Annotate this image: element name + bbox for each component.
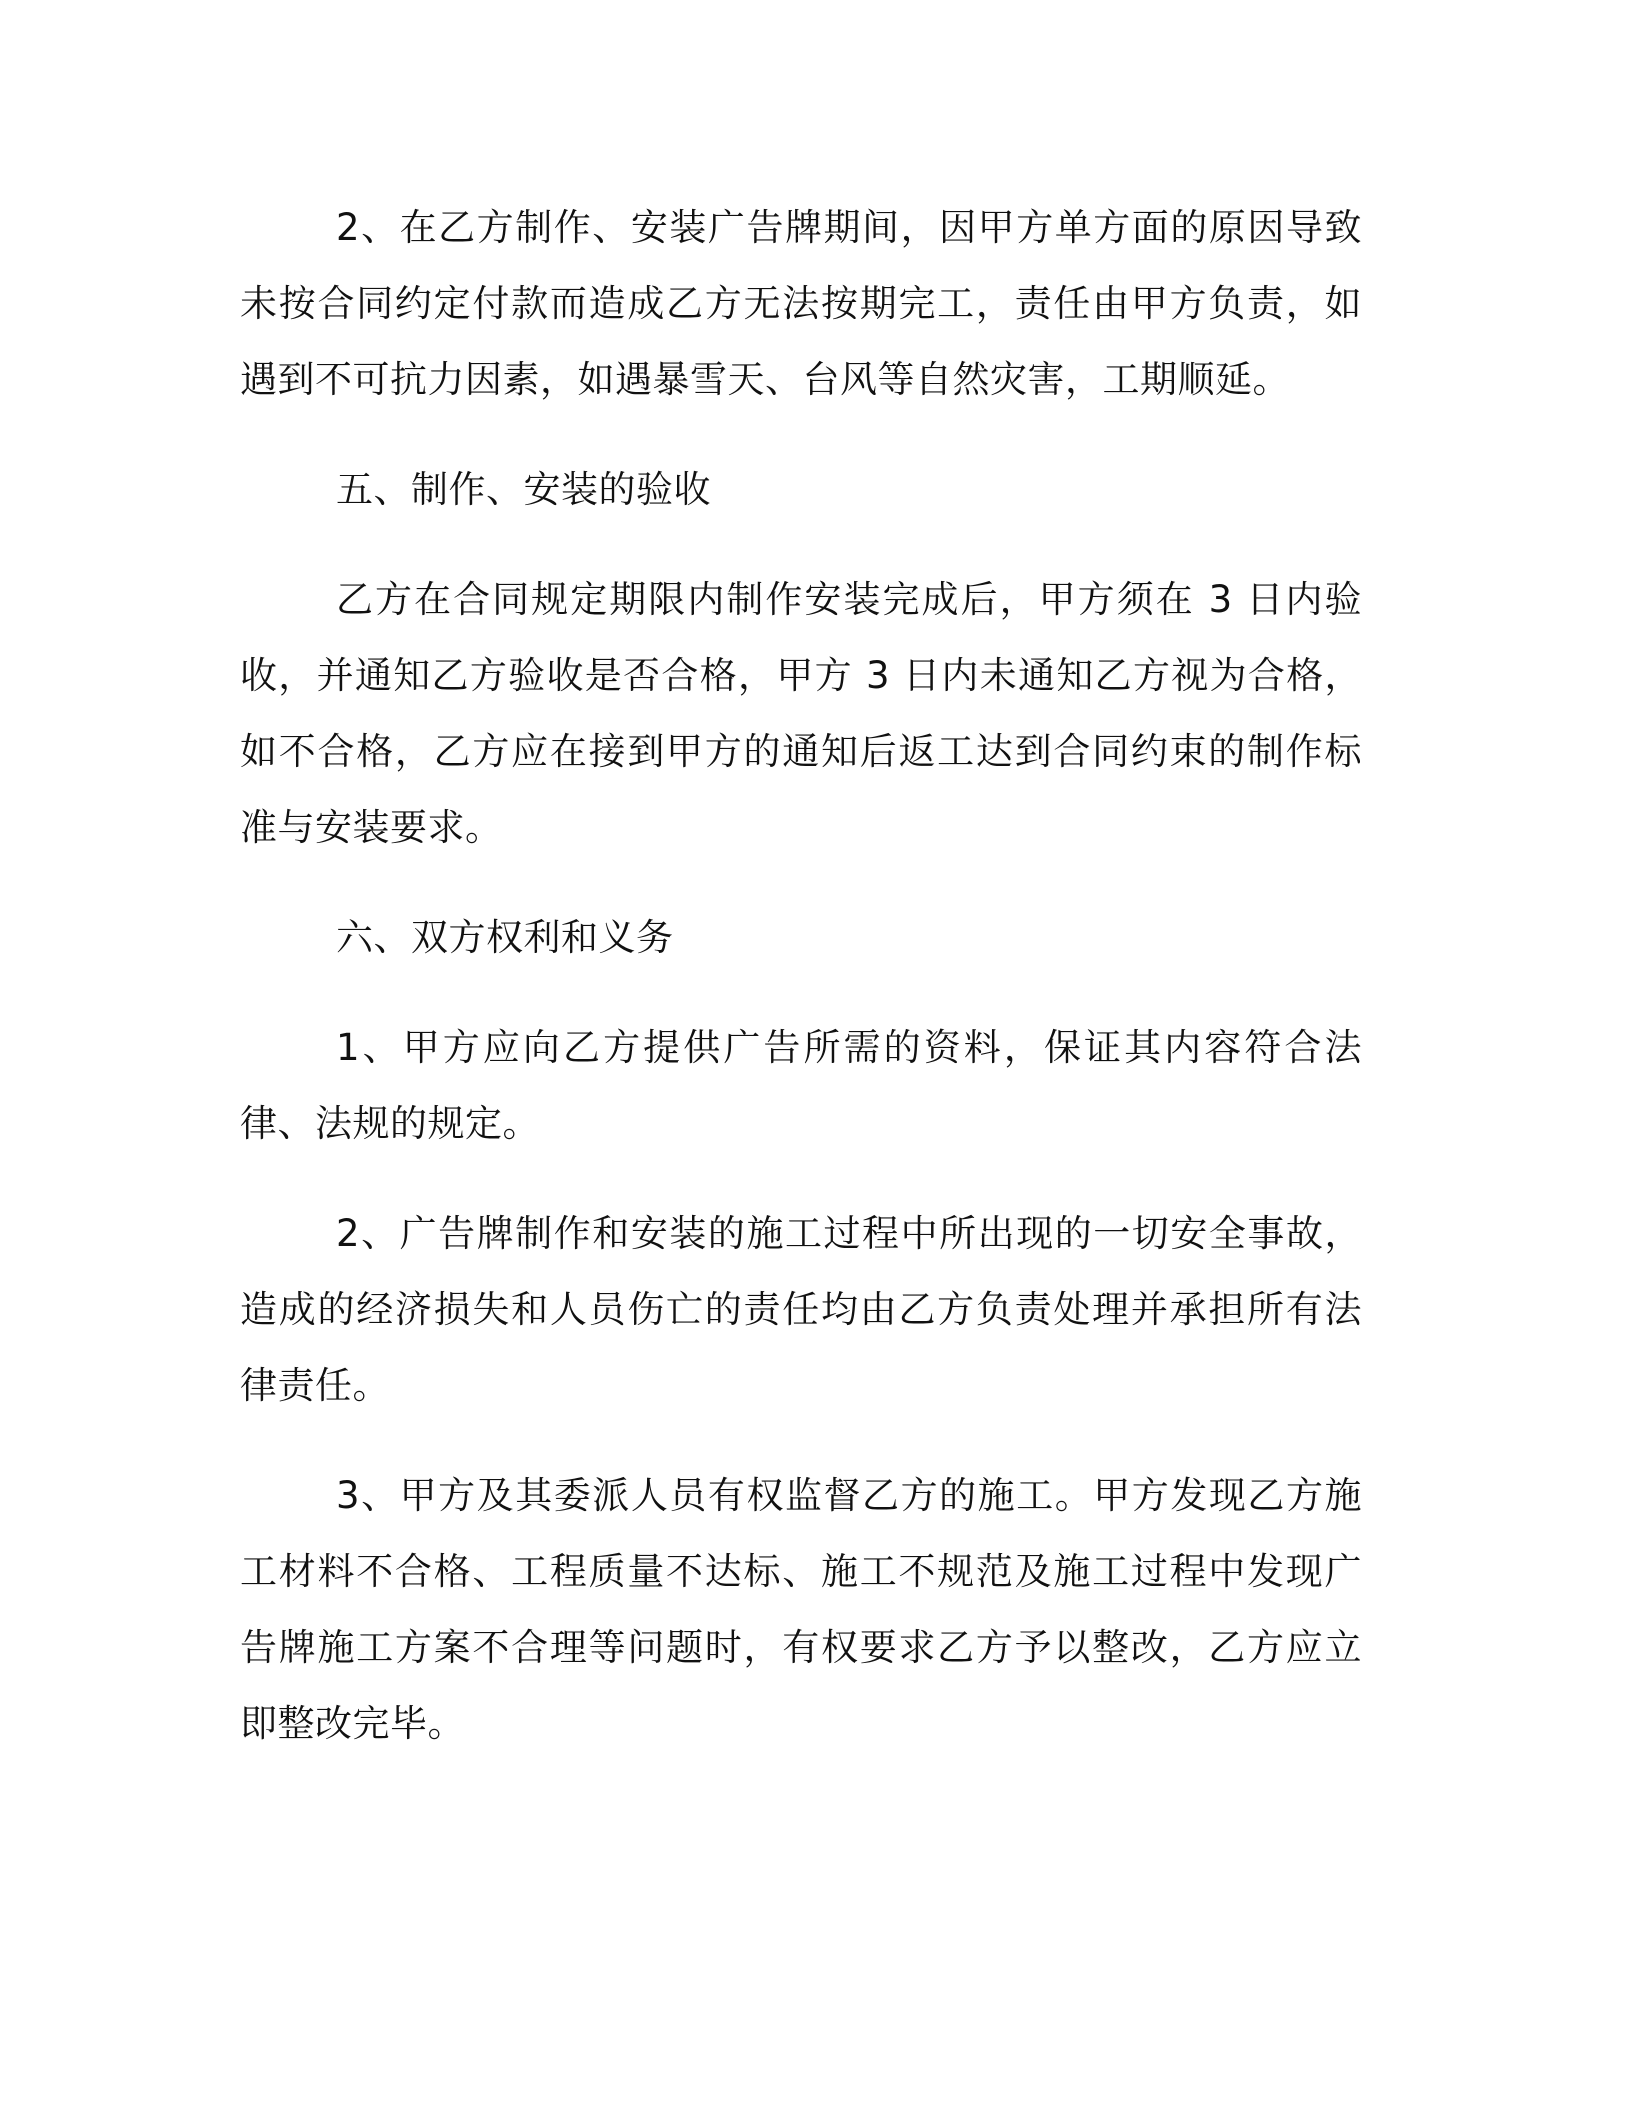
section-6-heading: 六、双方权利和义务	[336, 916, 674, 959]
acceptance-paragraph: 乙方在合同规定期限内制作安装完成后，甲方须在 3 日内验收，并通知乙方验收是否合格，甲方 3 日内未通知乙方视为合格，如不合格，乙方应在接到甲方的通知后返工达到合同约束的制作标准与安装要求。	[240, 578, 1362, 849]
document-body	[240, 190, 1362, 1796]
clause-6-3-paragraph: 3、甲方及其委派人员有权监督乙方的施工。甲方发现乙方施工材料不合格、工程质量不达标、施工不规范及施工过程中发现广告牌施工方案不合理等问题时，有权要求乙方予以整改，乙方应立即整改完毕。	[240, 1474, 1362, 1745]
clause-6-1-paragraph: 1、甲方应向乙方提供广告所需的资料，保证其内容符合法律、法规的规定。	[240, 1026, 1362, 1145]
clause-6-2-paragraph: 2、广告牌制作和安装的施工过程中所出现的一切安全事故，造成的经济损失和人员伤亡的责任均由乙方负责处理并承担所有法律责任。	[240, 1212, 1362, 1407]
section-5-heading: 五、制作、安装的验收	[336, 468, 711, 511]
clause-4-2-paragraph: 2、在乙方制作、安装广告牌期间，因甲方单方面的原因导致未按合同约定付款而造成乙方无法按期完工，责任由甲方负责，如遇到不可抗力因素，如遇暴雪天、台风等自然灾害，工期顺延。	[240, 206, 1362, 401]
